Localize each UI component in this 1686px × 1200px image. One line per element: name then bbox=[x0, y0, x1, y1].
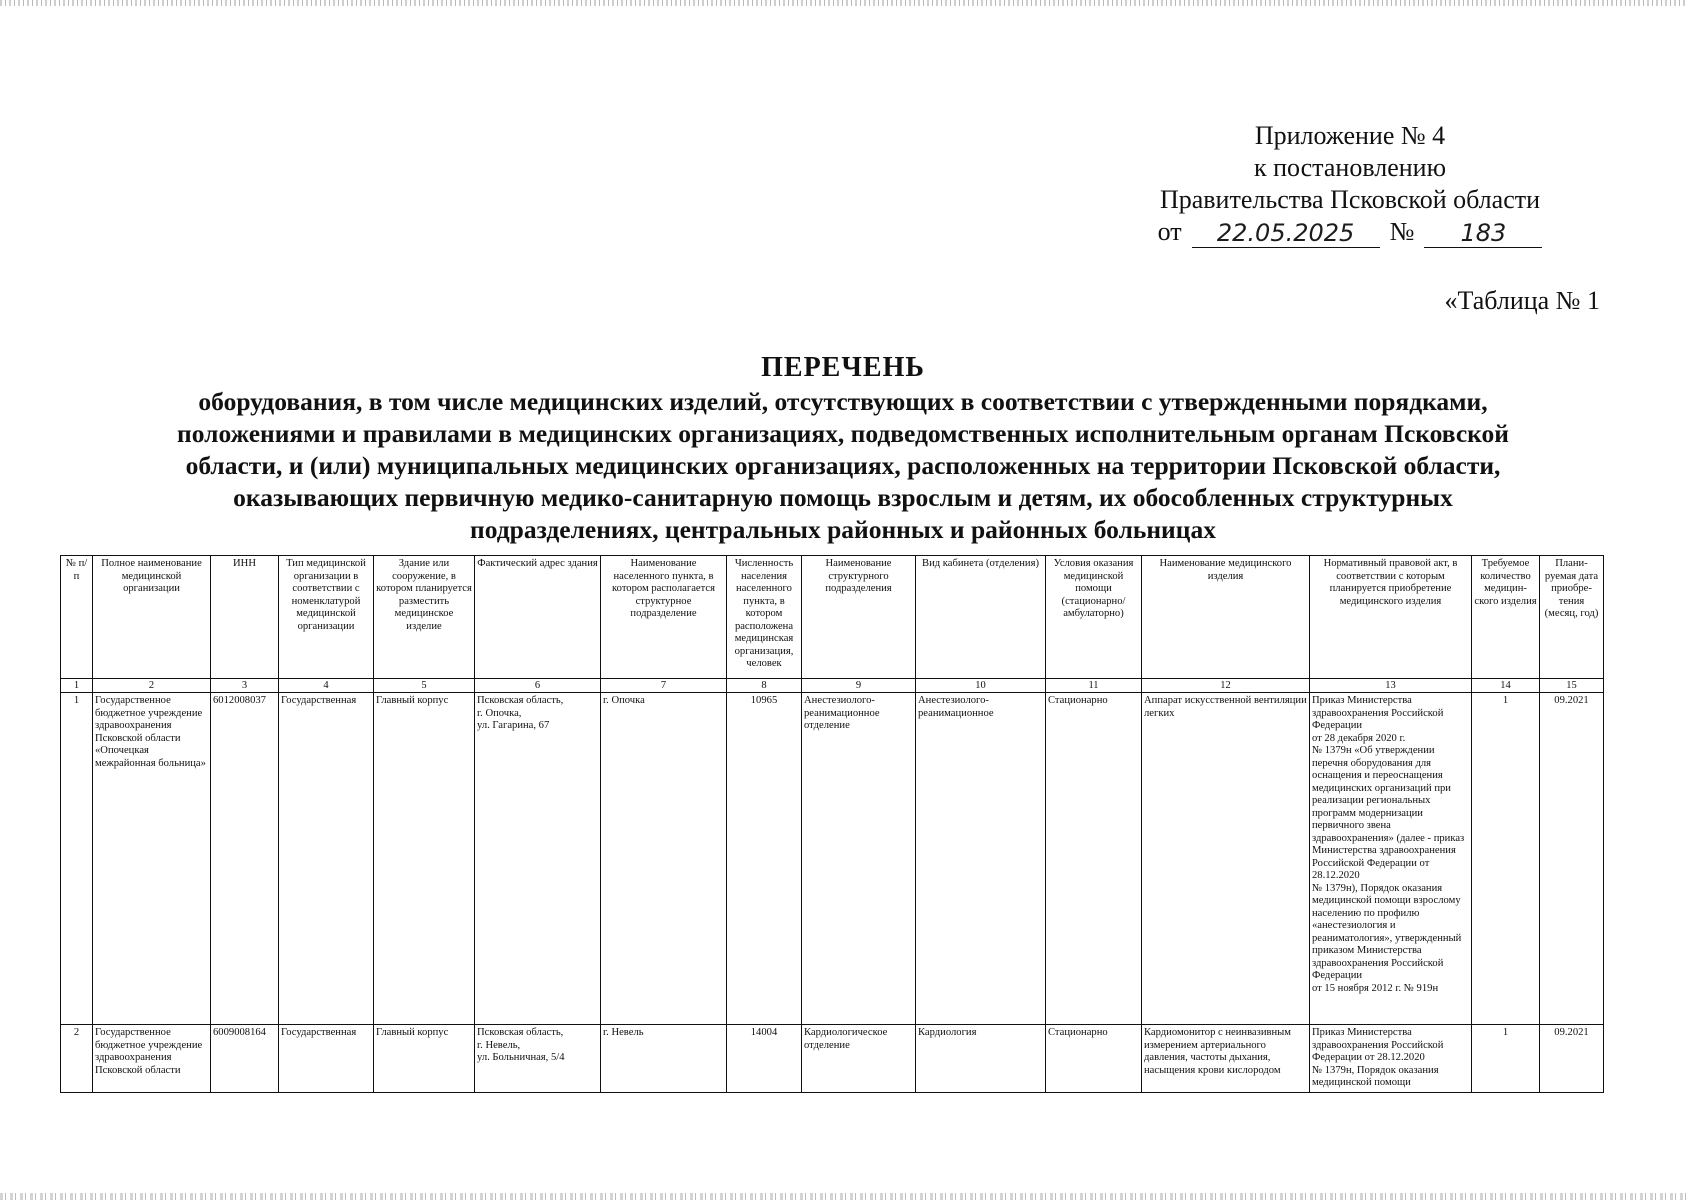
column-number: 12 bbox=[1142, 679, 1310, 693]
column-number: 3 bbox=[211, 679, 279, 693]
heading-line-1: оборудования, в том числе медицинских изделий, отсутствующих в соответствии с утвержденными порядками, bbox=[198, 387, 1488, 416]
planned-date: 09.2021 bbox=[1540, 1025, 1604, 1093]
appendix-line-1: Приложение № 4 bbox=[1254, 121, 1446, 150]
header-cell: Тип медицинской организации в соответствии с номенклатурой медицинской организации bbox=[279, 556, 374, 679]
quantity: 1 bbox=[1472, 1025, 1540, 1093]
quantity: 1 bbox=[1472, 693, 1540, 1025]
scan-edge-top bbox=[0, 0, 1686, 6]
header-cell: № п/п bbox=[61, 556, 93, 679]
table-row bbox=[61, 1025, 1604, 1093]
column-number: 14 bbox=[1472, 679, 1540, 693]
date-prefix: от bbox=[1157, 217, 1182, 246]
inn: 6009008164 bbox=[211, 1025, 279, 1093]
heading-line-3: области, и (или) муниципальных медицинских организациях, расположенных на территории Псковской области, bbox=[185, 451, 1501, 480]
column-number-row bbox=[61, 679, 1604, 693]
scan-edge-bottom bbox=[0, 1193, 1686, 1200]
header-cell: Требуемое количество медицин-ского изделия bbox=[1472, 556, 1540, 679]
column-number: 7 bbox=[601, 679, 727, 693]
header-cell: Наименование медицинского изделия bbox=[1142, 556, 1310, 679]
header-cell: Здание или сооружение, в котором планируется разместить медицинское изделие bbox=[374, 556, 475, 679]
settlement: г. Невель bbox=[601, 1025, 727, 1093]
column-number: 4 bbox=[279, 679, 374, 693]
appendix-line-3: Правительства Псковской области bbox=[1159, 185, 1541, 214]
org-type: Государственная bbox=[279, 693, 374, 1025]
decree-date-line bbox=[1100, 216, 1600, 248]
address: Псковская область, г. Опочка, ул. Гагарина, 67 bbox=[475, 693, 601, 1025]
number-sign: № bbox=[1389, 217, 1415, 246]
settlement: г. Опочка bbox=[601, 693, 727, 1025]
column-number: 11 bbox=[1046, 679, 1142, 693]
column-number: 5 bbox=[374, 679, 475, 693]
column-number: 2 bbox=[93, 679, 211, 693]
handwritten-date: 22.05.2025 bbox=[1192, 219, 1380, 248]
header-cell: Вид кабинета (отделения) bbox=[916, 556, 1046, 679]
column-number: 13 bbox=[1310, 679, 1472, 693]
org-name: Государственное бюджетное учреждение здравоохранения Псковской области «Опочецкая межрайонная больница» bbox=[93, 693, 211, 1025]
column-number: 9 bbox=[802, 679, 916, 693]
row-number: 2 bbox=[61, 1025, 93, 1093]
column-number: 15 bbox=[1540, 679, 1604, 693]
header-cell: Наименование населенного пункта, в котором располагается структурное подразделение bbox=[601, 556, 727, 679]
document-heading bbox=[40, 350, 1646, 546]
org-name: Государственное бюджетное учреждение здравоохранения Псковской области bbox=[93, 1025, 211, 1093]
heading-line-4: оказывающих первичную медико-санитарную помощь взрослым и детям, их обособленных структурных bbox=[233, 483, 1453, 512]
header-cell: ИНН bbox=[211, 556, 279, 679]
heading-line-2: положениями и правилами в медицинских организациях, подведомственных исполнительным органам Псковской bbox=[177, 419, 1509, 448]
legal-act: Приказ Министерства здравоохранения Российской Федерации от 28 декабря 2020 г. № 1379н «Об утверждении перечня оборудования для оснащения и переоснащения медицинских организаций при реализации региональных программ модернизации первичного звена здравоохранения» (далее - приказ Министерства здравоохранения Российской Федерации от 28.12.2020 № 1379н), Порядок оказания медицинской помощи взрослому населению по профилю «анестезиология и реаниматология», утвержденный приказом Министерства здравоохранения Российской Федерации от 15 ноября 2012 г. № 919н bbox=[1310, 693, 1472, 1025]
structural-unit: Анестезиолого-реанимационное отделение bbox=[802, 693, 916, 1025]
table-header-row bbox=[61, 556, 1604, 679]
column-number: 8 bbox=[727, 679, 802, 693]
care-conditions: Стационарно bbox=[1046, 1025, 1142, 1093]
header-cell: Условия оказания медицинской помощи (стационарно/ амбулаторно) bbox=[1046, 556, 1142, 679]
header-cell: Фактический адрес здания bbox=[475, 556, 601, 679]
table-label: «Таблица № 1 bbox=[1444, 286, 1600, 315]
structural-unit: Кардиологическое отделение bbox=[802, 1025, 916, 1093]
column-number: 1 bbox=[61, 679, 93, 693]
care-conditions: Стационарно bbox=[1046, 693, 1142, 1025]
population: 14004 bbox=[727, 1025, 802, 1093]
inn: 6012008037 bbox=[211, 693, 279, 1025]
building: Главный корпус bbox=[374, 693, 475, 1025]
header-cell: Плани-руемая дата приобре-тения (месяц, год) bbox=[1540, 556, 1604, 679]
device-name: Кардиомонитор с неинвазивным измерением артериального давления, частоты дыхания, насыщения крови кислородом bbox=[1142, 1025, 1310, 1093]
device-name: Аппарат искусственной вентиляции легких bbox=[1142, 693, 1310, 1025]
heading-main: ПЕРЕЧЕНЬ bbox=[761, 352, 925, 383]
header-cell: Полное наименование медицинской организации bbox=[93, 556, 211, 679]
cabinet-type: Кардиология bbox=[916, 1025, 1046, 1093]
cabinet-type: Анестезиолого-реанимационное bbox=[916, 693, 1046, 1025]
appendix-line-2: к постановлению bbox=[1253, 153, 1447, 182]
header-cell: Наименование структурного подразделения bbox=[802, 556, 916, 679]
header-cell: Нормативный правовой акт, в соответствии с которым планируется приобретение медицинского изделия bbox=[1310, 556, 1472, 679]
handwritten-number: 183 bbox=[1424, 219, 1542, 248]
row-number: 1 bbox=[61, 693, 93, 1025]
building: Главный корпус bbox=[374, 1025, 475, 1093]
planned-date: 09.2021 bbox=[1540, 693, 1604, 1025]
appendix-block bbox=[1100, 120, 1600, 248]
population: 10965 bbox=[727, 693, 802, 1025]
org-type: Государственная bbox=[279, 1025, 374, 1093]
heading-line-5: подразделениях, центральных районных и районных больницах bbox=[470, 515, 1216, 544]
table-row bbox=[61, 693, 1604, 1025]
address: Псковская область, г. Невель, ул. Больничная, 5/4 bbox=[475, 1025, 601, 1093]
equipment-table bbox=[60, 555, 1604, 1093]
column-number: 10 bbox=[916, 679, 1046, 693]
header-cell: Численность населения населенного пункта, в котором расположена медицинская организация, человек bbox=[727, 556, 802, 679]
legal-act: Приказ Министерства здравоохранения Российской Федерации от 28.12.2020 № 1379н, Порядок оказания медицинской помощи bbox=[1310, 1025, 1472, 1093]
column-number: 6 bbox=[475, 679, 601, 693]
